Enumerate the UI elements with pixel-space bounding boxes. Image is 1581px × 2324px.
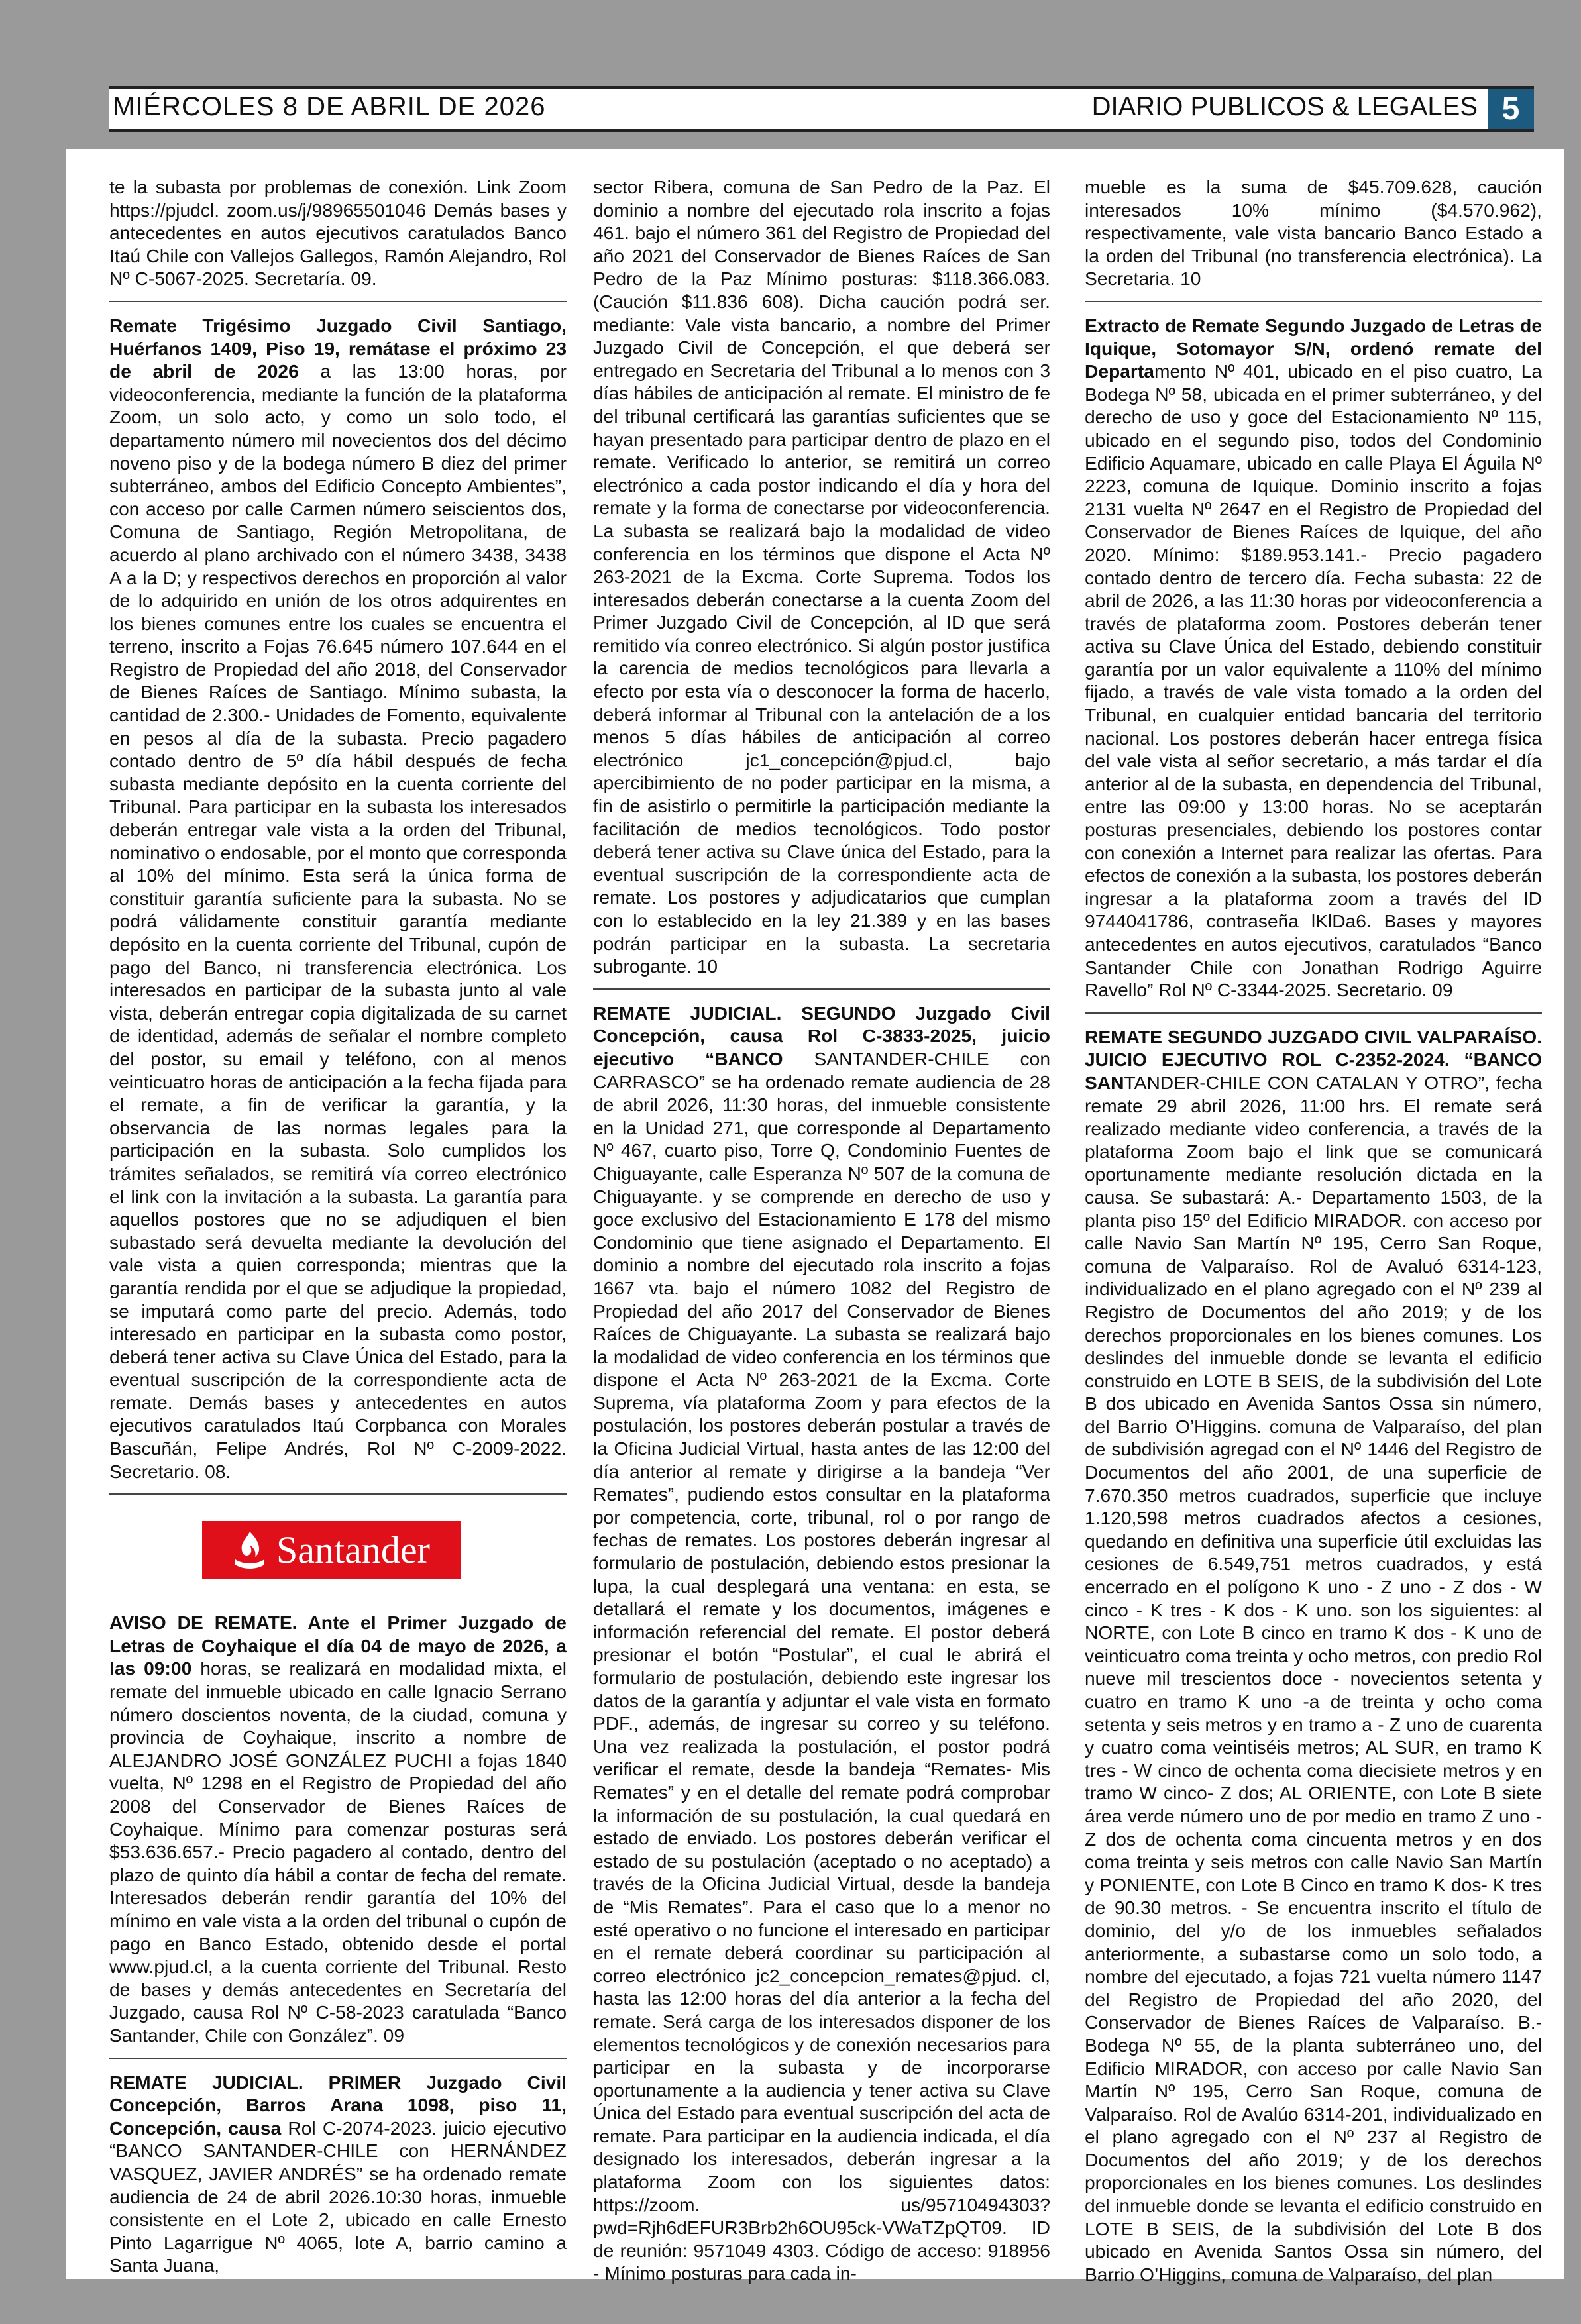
separator [109, 301, 567, 302]
notice-extracto-iquique [1085, 314, 1542, 1002]
notice-remate-concepcion-1 [109, 2071, 567, 2277]
notice-heading: Extracto de Remate Segundo Juzgado de Letras de Iquique, Sotomayor S/N, ordenó remate del Departa [1085, 314, 1542, 382]
flame-icon [233, 1530, 267, 1570]
notice-body: SANTANDER-CHILE con CARRASCO” se ha ordenado remate audiencia de 28 de abril 2026, 11:30 horas, del inmueble consistente en la Unidad 271, que corresponde al Departamento Nº 467, cuarto piso, Torre Q, Condominio Fuentes de Chiguayante, calle Esperanza Nº 507 de la comuna de Chiguayante. y se comprende en derecho de uso y goce exclusivo del Estacionamiento E 178 del mismo Condominio que tiene asignado el Departamento. El dominio a nombre del ejecutado rola inscrito a fojas 1667 vta. bajo el número 1082 del Registro de Propiedad del año 2017 del Conservador de Bienes Raíces de Chiguayante. La subasta se realizará bajo la modalidad de video conferencia en los términos que dispone el Acta Nº 263-2021 de la Excma. Corte Suprema, vía plataforma Zoom y para efectos de la postulación, los postores deberán postular a través de la Oficina Judicial Virtual, hasta antes de las 12:00 del día anterior al remate y dirigirse a la bandeja “Ver Remates”, pudiendo estos consultar en la plataforma por competencia, corte, tribunal, rol o por rango de fechas de remates. Los postores deberán ingresar al formulario de postulación, debiendo estos presionar la lupa, la cual desplegará una ventana: en esta, se detallará el remate y los documentos, imágenes e información referencial del remate. El postor deberá presionar el botón “Postular”, el cual le abrirá el formulario de postulación, debiendo este ingresar los datos de la garantía y adjuntar el vale vista en formato PDF., además, de ingresar su correo y su teléfono. Una vez realizada la postulación, el postor podrá verificar el remate, desde la bandeja “Remates- Mis Remates” y en el detalle del remate podrá comprobar la información de su postulación, la cual quedará en estado de enviado. Los postores deberán verificar el estado de su postulación (aceptado o no aceptado) a través de la Oficina Judicial Virtual, desde la bandeja de “Mis Remates”. Para el caso que lo a menor no esté operativo o no funcione el interesado en participar en el remate deberá coordinar su participación al correo electrónico jc2_concepcion_remates@pjud. cl, hasta las 12:00 horas del día anterior a la fecha del remate. Será carga de los interesados disponer de los elementos tecnológicos y de conexión necesarios para participar en la subasta y de incorporarse oportunamente a la audiencia y tener activa su Clave Única del Estado para eventual suscripción del acta de remate. Para participar en la audiencia indicada, el día designado los interesados, deberán ingresar a la plataforma Zoom con los siguientes datos: https://zoom. us/95710494303?pwd=Rjh6dEFUR3Brb2h6OU95ck-VWaTZpQT09. ID de reunión: 9571049 4303. Código de acceso: 918956 - Mínimo posturas para cada in- [593, 1047, 1050, 2284]
notice-body: mento Nº 401, ubicado en el piso cuatro, La Bodega Nº 58, ubicada en el primer subterráneo, y del derecho de uso y goce del Estacionamiento Nº 115, ubicado en el segundo piso, todos del Condominio Edificio Aquamare, ubicado en calle Playa El Águila Nº 2223, comuna de Iquique. Dominio inscrito a fojas 2131 vuelta Nº 2647 en el Registro de Propiedad del Conservador de Bienes Raíces de Iquique, del año 2020. Mínimo: $189.953.141.- Precio pagadero contado dentro de tercero día. Fecha subasta: 22 de abril de 2026, a las 11:30 horas por videoconferencia a través de plataforma zoom. Postores deberán tener activa su Clave Única del Estado, debiendo constituir garantía por un valor equivalente a 110% del mínimo fijado, a través de vale vista tomado a la orden del Tribunal, en cualquier entidad bancaria del territorio nacional. Los postores deberán hacer entrega física del vale vista al señor secretario, a más tardar el día anterior al de la subasta, en dependencia del Tribunal, entre las 09:00 y 13:00 horas. No se aceptarán posturas presenciales, debiendo los postores contar con conexión a Internet para realizar las ofertas. Para efectos de conexión a la subasta, los postores deberán ingresar a la plataforma zoom a través del ID 9744041786, contraseña lKlDa6. Bases y mayores antecedentes en autos ejecutivos, caratulados “Banco Santander Chile con Jonathan Rodrigo Aguirre Ravello” Rol Nº C-3344-2025. Secretario. 09 [1085, 360, 1542, 1001]
notice-body: TANDER-CHILE CON CATALAN Y OTRO”, fecha remate 29 abril 2026, 11:00 hrs. El remate será realizado mediante video conferencia, a través de la plataforma Zoom bajo el link que se comunicará oportunamente mediante resolución dictada en la causa. Se subastará: A.- Departamento 1503, de la planta piso 15º del Edificio MIRADOR. con acceso por calle Navio San Martín Nº 195, Cerro San Roque, comuna de Valparaíso. Rol de Avaluó 6314-123, individualizado en el plano agregado con el Nº 239 al Registro de Documentos del año 2019; y de los derechos proporcionales en los bienes comunes. Los deslindes del inmueble donde se levanta el edificio construido en LOTE B SEIS, de la subdivisión del Lote B dos ubicado en Avenida Santos Ossa sin número, del Barrio O’Higgins. comuna de Valparaíso, del plan de subdivisión agregad con el Nº 1446 del Registro de Documentos del año 2001, de una superficie de 7.670.350 metros cuadrados, superficie que incluye 1.120,598 metros cuadrados afectos a cesiones, quedando en definitiva una superficie útil excluidas las cesiones de 6.549,751 metros cuadrados, y está encerrado en el polígono K uno - Z uno - Z dos - W cinco - K tres - K dos - K uno. son los siguientes: al NORTE, con Lote B cinco en tramo K dos - K uno de veinticuatro coma treinta y ocho metros, con predio Rol nueve mil trescientos doce - novecientos setenta y cuatro en tramo K uno -a de treinta y ocho coma setenta y seis metros y en tramo a - Z uno de cuarenta y cuatro coma veintiséis metros; AL SUR, en tramo K tres - W cinco de ochenta coma diecisiete metros y en tramo W cinco- Z dos; AL ORIENTE, con Lote B siete área verde número uno de por medio en tramo Z uno - Z dos de ochenta coma cincuenta metros y en dos coma treinta y seis metros con calle Navio San Martín y PONIENTE, con Lote B Cinco en tramo K dos- K tres de 90.30 metros. - Se encuentra inscrito el título de dominio, del y/o de los inmuebles señalados anteriormente, a subastarse como un solo todo, a nombre del ejecutado, a fojas 721 vuelta número 1147 del Registro de Propiedad del año 2020, del Conservador de Bienes Raíces de Valparaíso. B.-Bodega Nº 55, de la planta subterráneo uno, del Edificio MIRADOR, con acceso por calle Navio San Martín Nº 195, Cerro San Roque, comuna de Valparaíso. Rol de Avalúo 6314-201, individualizado en el plano agregado con el Nº 237 al Registro de Documentos del año 2019; y de los derechos proporcionales en los bienes comunes. Los deslindes del inmueble donde se levanta el edificio construido en LOTE B SEIS, de la subdivisión del Lote B dos ubicado en Avenida Santos Ossa sin número, del Barrio O’Higgins, comuna de Valparaíso, del plan [1085, 1071, 1542, 2285]
notice-heading: REMATE JUDICIAL. PRIMER Juzgado Civil Concepción, Barros Arana 1098, piso 11, Concepción, causa [109, 2071, 567, 2139]
notice-remate-concepcion-2 [593, 1002, 1050, 2285]
notice-aviso-coyhaique [109, 1611, 567, 2046]
separator [1085, 301, 1542, 302]
notice-continuation: sector Ribera, comuna de San Pedro de la Paz. El dominio a nombre del ejecutado rola inscrito a fojas 461. bajo el número 361 del Registro de Propiedad del año 2021 del Conservador de Bienes Raíces de San Pedro de la Paz Mínimo posturas: $118.366.083. (Caución $11.836 608). Dicha caución podrá ser. mediante: Vale vista bancario, a nombre del Primer Juzgado Civil de Concepción, el que deberá ser entregado en Secretaria del Tribunal a lo menos con 3 días hábiles de anticipación al remate. El ministro de fe del tribunal certificará las garantías suficientes que se hayan presentado para participar dentro de plazo en el remate. Verificado lo anterior, se remitirá un correo electrónico a cada postor indicando el día y hora del remate y la forma de conectarse por videoconferencia. La subasta se realizará bajo la modalidad de video conferencia en los términos que dispone el Acta Nº 263-2021 de la Excma. Corte Suprema. Todos los interesados deberán conectarse a la cuenta Zoom del Primer Juzgado Civil de Concepción, al ID que será remitido vía conreo electrónico. Si algún postor justifica la carencia de medios tecnológicos para llevarla a efecto por esta vía o desconocer la forma de hacerlo, deberá informar al Tribunal con la antelación de a los menos 5 días hábiles de anticipación al correo electrónico jc1_concepción@pjud.cl, bajo apercibimiento de no poder participar en la misma, a fin de asistirlo o permitirle la participación mediante la facilitación de medios tecnológicos. Todo postor deberá tener activa su Clave única del Estado, para la eventual suscripción de la correspondiente acta de remate. Los postores y adjudicatarios que cumplan con lo establecido en la ley 21.389 y en las bases podrán participar en la subasta. La secretaria subrogante. 10 [593, 176, 1050, 977]
column-2 [593, 176, 1050, 2284]
notice-heading: REMATE SEGUNDO JUZGADO CIVIL VALPARAÍSO. JUICIO EJECUTIVO ROL C-2352-2024. “BANCO SAN [1085, 1026, 1542, 1093]
notice-heading: Remate Trigésimo Juzgado Civil Santiago, Huérfanos 1409, Piso 19, remátase el próximo 23 de abril de 2026 [109, 314, 567, 382]
notice-heading: AVISO DE REMATE. Ante el Primer Juzgado de Letras de Coyhaique el día 04 de mayo de 2026, a las 09:00 [109, 1612, 567, 1679]
notice-remate-valparaiso [1085, 1026, 1542, 2286]
header-date: MIÉRCOLES 8 DE ABRIL DE 2026 [113, 92, 546, 121]
notice-heading: REMATE JUDICIAL. SEGUNDO Juzgado Civil Concepción, causa Rol C-3833-2025, juicio ejecutivo “BANCO [593, 1002, 1050, 1069]
separator [109, 2058, 567, 2059]
santander-logo [202, 1521, 461, 1579]
advertiser-logo-area [109, 1506, 567, 1599]
logo-wordmark: Santander [276, 1528, 430, 1572]
notice-body: a las 13:00 horas, por videoconferencia, mediante la función de la plataforma Zoom, un solo acto, y como un solo todo, el departamento número mil novecientos dos del décimo noveno piso y de la bodega número B diez del primer subterráneo, ambos del Edificio Concepto Ambientes”, con acceso por calle Carmen número seiscientos dos, Comuna de Santiago, Región Metropolitana, de acuerdo al plano archivado con el número 3438, 3438 A a la D; y respectivos derechos en proporción al valor de lo adquirido en unión de los otros adquirentes en los bienes comunes entre los cuales se encuentra el terreno, inscrito a Fojas 76.645 número 107.644 en el Registro de Propiedad del año 2018, del Conservador de Bienes Raíces de Santiago. Mínimo subasta, la cantidad de 2.300.- Unidades de Fomento, equivalente en pesos al día de la subasta. Precio pagadero contado dentro de 5º día hábil después de fecha subasta mediante depósito en la cuenta corriente del Tribunal. Para participar en la subasta los interesados deberán entregar vale vista a la orden del Tribunal, nominativo o endosable, por el monto que corresponda al 10% del mínimo. Esta será la única forma de constituir garantía suficiente para la subasta. No se podrá válidamente constituir garantía mediante depósito en la cuenta corriente del Tribunal, cupón de pago del Banco, ni transferencia electrónica. Los interesados en participar de la subasta junto al vale vista, deberán entregar copia digitalizada de su carnet de identidad, además de señalar el nombre completo del postor, su email y teléfono, con al menos veinticuatro horas de anticipación a la fecha fijada para el remate, a fin de verificar la garantía, y la observancia de las normas legales para la participación en la subasta. Solo cumplidos los trámites señalados, se remitirá vía correo electrónico el link con la invitación a la subasta. La garantía para aquellos postores que no se adjudiquen el bien subastado será devuelta mediante la devolución del vale vista a quien corresponda; mientras que la garantía rendida por el que se adjudique la propiedad, se imputará como parte del precio. Además, todo interesado en participar en la subasta como postor, deberá tener activa su Clave Única del Estado, para la eventual suscripción de la correspondiente acta de remate. Demás bases y antecedentes en autos ejecutivos caratulados Itaú Corpbanca con Morales Bascuñán, Felipe Andrés, Rol Nº C-2009-2022. Secretario. 08. [109, 360, 567, 1482]
newspaper-page [66, 149, 1564, 2285]
column-1 [109, 176, 567, 2276]
notice-body: horas, se realizará en modalidad mixta, el remate del inmueble ubicado en calle Ignacio Serrano número doscientos noventa, de la ciudad, comuna y provincia de Coyhaique, inscrito a nombre de ALEJANDRO JOSÉ GONZÁLEZ PUCHI a fojas 1840 vuelta, Nº 1298 en el Registro de Propiedad del año 2008 del Conservador de Bienes Raíces de Coyhaique. Mínimo para comenzar posturas será $53.636.657.- Precio pagadero al contado, dentro del plazo de quinto día hábil a contar de fecha del remate. Interesados deberán rendir garantía del 10% del mínimo en vale vista a la orden del tribunal o cupón de pago en Banco Estado, obtenido desde el portal www.pjud.cl, a la cuenta corriente del Tribunal. Resto de bases y demás antecedentes en Secretaría del Juzgado, causa Rol Nº C-58-2023 caratulada “Banco Santander, Chile con González”. 09 [109, 1658, 567, 2046]
notice-body: Rol C-2074-2023. juicio ejecutivo “BANCO SANTANDER-CHILE con HERNÁNDEZ VASQUEZ, JAVIER ANDRÉS” se ha ordenado remate audiencia de 24 de abril 2026.10:30 horas, inmueble consistente en el Lote 2, ubicado en calle Ernesto Pinto Lagarrigue Nº 4065, lote A, barrio camino a Santa Juana, [109, 2117, 567, 2276]
separator [1085, 1012, 1542, 1014]
header-page-number: 5 [1488, 89, 1534, 129]
notice-continuation: mueble es la suma de $45.709.628, caución interesados 10% mínimo ($4.570.962), respectivamente, vale vista bancario Banco Estado a la orden del Tribunal (no transferencia electrónica). La Secretaria. 10 [1085, 176, 1542, 290]
column-3 [1085, 176, 1542, 2285]
page-header [109, 86, 1534, 132]
notice-remate-santiago [109, 314, 567, 1483]
header-publication-title: DIARIO PUBLICOS & LEGALES [1091, 92, 1478, 121]
separator [109, 1493, 567, 1495]
notice-continuation: te la subasta por problemas de conexión. Link Zoom https://pjudcl. zoom.us/j/98965501046 Demás bases y antecedentes en autos ejecutivos caratulados Banco Itaú Chile con Vallejos Gallegos, Ramón Alejandro, Rol Nº C-5067-2025. Secretaría. 09. [109, 176, 567, 290]
separator [593, 988, 1050, 990]
